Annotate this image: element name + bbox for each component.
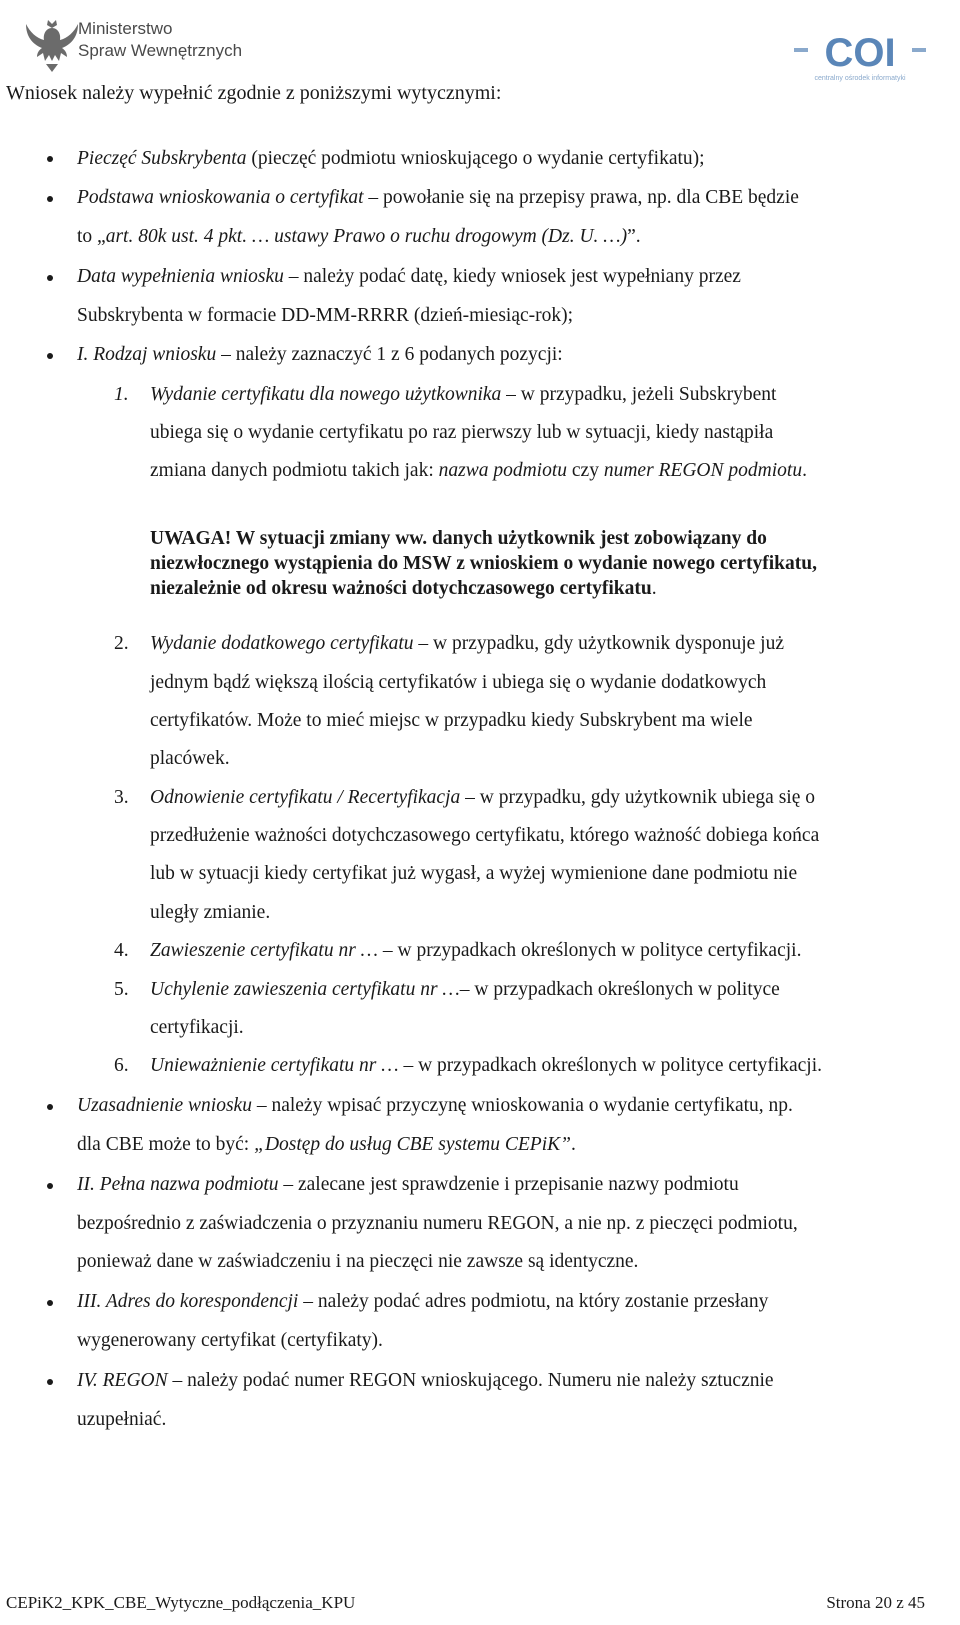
item3-line3: lub w sytuacji kiedy certyfikat już wygasł, a wyżej wymienione dane podmiotu nie (150, 863, 798, 884)
description: – zalecane jest sprawdzenie i przepisanie nazwy podmiotu (278, 1174, 739, 1195)
description: (pieczęć podmiotu wnioskującego o wydanie certyfikatu); (246, 148, 705, 169)
term: Uzasadnienie wniosku (77, 1095, 252, 1116)
footer-page-number: Strona 20 z 45 (826, 1593, 925, 1612)
ministry-line2: Spraw Wewnętrznych (78, 41, 243, 60)
quote-open: to „ (77, 226, 106, 247)
item-number: 2. (114, 633, 129, 654)
coi-logo-subtext: centralny ośrodek informatyki (814, 75, 906, 82)
bullet-pieczec (77, 147, 705, 171)
item1-line1 (150, 383, 776, 407)
text: . (651, 578, 657, 599)
warning-line2: niezwłocznego wystąpienia do MSW z wnioskiem o wydanie nowego certyfikatu, (150, 553, 817, 574)
bullet-point (47, 353, 53, 359)
bullet-nazwa-line1 (77, 1173, 739, 1197)
item5-line2: certyfikacji. (150, 1017, 244, 1038)
term: I. Rodzaj wniosku (77, 344, 217, 365)
term: Wydanie dodatkowego certyfikatu (150, 633, 414, 654)
item1-line2: ubiega się o wydanie certyfikatu po raz pierwszy lub w sytuacji, kiedy nastąpiła (150, 422, 774, 443)
bullet-point (47, 196, 53, 202)
bullet-point (47, 1300, 53, 1306)
description: – należy podać datę, kiedy wniosek jest wypełniany przez (283, 266, 741, 287)
item6-line1 (150, 1054, 822, 1078)
item-number: 3. (114, 787, 129, 808)
bullet-data-line2: Subskrybenta w formacie DD-MM-RRRR (dzień-miesiąc-rok); (77, 305, 574, 326)
bullet-nazwa-line3: ponieważ dane w zaświadczeniu i na pieczęci nie zawsze są identyczne. (77, 1251, 639, 1272)
description: – w przypadkach określonych w polityce (459, 979, 780, 1000)
bullet-regon-line2: uzupełniać. (77, 1409, 167, 1430)
bullet-point (47, 275, 53, 281)
text: . (802, 460, 807, 481)
description: – w przypadkach określonych w polityce certyfikacji. (378, 940, 802, 961)
bullet-nazwa-line2: bezpośrednio z zaświadczenia o przyznaniu numeru REGON, a nie np. z pieczęci podmiotu, (77, 1213, 798, 1234)
text: zmiana danych podmiotu takich jak: (150, 460, 439, 481)
bullet-adres-line2: wygenerowany certyfikat (certyfikaty). (77, 1330, 383, 1351)
item3-line4: uległy zmianie. (150, 902, 271, 923)
bullet-uzasadnienie-line1 (77, 1094, 793, 1118)
item-number: 6. (114, 1055, 129, 1076)
item2-line3: certyfikatów. Może to mieć miejsc w przypadku kiedy Subskrybent ma wiele (150, 710, 753, 731)
description: – należy wpisać przyczynę wnioskowania o wydanie certyfikatu, np. (251, 1095, 793, 1116)
item-number: 1. (114, 384, 129, 405)
term: Odnowienie certyfikatu / Recertyfikacja (150, 787, 461, 808)
description: – w przypadkach określonych w polityce certyfikacji. (398, 1055, 823, 1076)
coi-logo-text: COI (824, 31, 896, 75)
bullet-point (47, 1104, 53, 1110)
legal-reference: art. 80k ust. 4 pkt. … ustawy Prawo o ruchu drogowym (Dz. U. …) (105, 226, 628, 247)
term: Podstawa wnioskowania o certyfikat (77, 187, 364, 208)
warning-line3 (150, 577, 657, 601)
item-number: 4. (114, 940, 129, 961)
term: IV. REGON (77, 1370, 168, 1391)
bullet-regon-line1 (77, 1369, 774, 1393)
text: czy (567, 460, 604, 481)
item5-line1 (150, 978, 780, 1002)
description: – należy zaznaczyć 1 z 6 podanych pozycji: (216, 344, 563, 365)
term: Pieczęć Subskrybenta (77, 148, 247, 169)
term: Uchylenie zawieszenia certyfikatu nr … (150, 979, 460, 1000)
item4-line1 (150, 939, 801, 963)
term: Unieważnienie certyfikatu nr … (150, 1055, 399, 1076)
coi-logo (790, 30, 930, 88)
description: – powołanie się na przepisy prawa, np. dla CBE będzie (363, 187, 799, 208)
bullet-uzasadnienie-line2 (77, 1133, 576, 1157)
term: nazwa podmiotu (438, 460, 568, 481)
item2-line2: jednym bądź większą ilością certyfikatów i ubiega się o wydanie dodatkowych (150, 672, 767, 693)
bullet-podstawa-line1 (77, 186, 799, 210)
term: numer REGON podmiotu (603, 460, 803, 481)
ministry-name (78, 18, 242, 62)
bullet-point (47, 1379, 53, 1385)
bullet-podstawa-line2 (77, 225, 641, 249)
bullet-data-line1 (77, 265, 741, 289)
warning-line1: UWAGA! W sytuacji zmiany ww. danych użytkownik jest zobowiązany do (150, 528, 767, 549)
description: – w przypadku, gdy użytkownik dysponuje już (413, 633, 784, 654)
quote-close: ”. (627, 226, 641, 247)
text: dla CBE może to być: (77, 1134, 255, 1155)
description: – w przypadku, gdy użytkownik ubiega się o (460, 787, 815, 808)
term: III. Adres do korespondencji (77, 1291, 299, 1312)
item2-line4: placówek. (150, 748, 230, 769)
example: „Dostęp do usług CBE systemu CEPiK” (254, 1134, 571, 1155)
warning-text: niezależnie od okresu ważności dotychczasowego certyfikatu (150, 578, 652, 599)
bullet-point (47, 156, 53, 162)
intro-heading: Wniosek należy wypełnić zgodnie z poniższymi wytycznymi: (6, 82, 502, 104)
term: Data wypełnienia wniosku (77, 266, 284, 287)
description: – w przypadku, jeżeli Subskrybent (501, 384, 777, 405)
bullet-point (47, 1183, 53, 1189)
description: – należy podać adres podmiotu, na który zostanie przesłany (298, 1291, 769, 1312)
footer-document-name: CEPiK2_KPK_CBE_Wytyczne_podłączenia_KPU (6, 1593, 356, 1612)
item3-line2: przedłużenie ważności dotychczasowego certyfikatu, którego ważność dobiega końca (150, 825, 820, 846)
term: II. Pełna nazwa podmiotu (77, 1174, 279, 1195)
item-number: 5. (114, 979, 129, 1000)
description: – należy podać numer REGON wnioskującego. Numeru nie należy sztucznie (167, 1370, 774, 1391)
item2-line1 (150, 632, 784, 656)
term: Wydanie certyfikatu dla nowego użytkownika (150, 384, 502, 405)
item1-line3 (150, 459, 807, 483)
ministry-line1: Ministerstwo (78, 19, 173, 38)
bullet-adres-line1 (77, 1290, 768, 1314)
text: . (570, 1134, 576, 1155)
bullet-rodzaj (77, 343, 563, 367)
item3-line1 (150, 786, 815, 810)
term: Zawieszenie certyfikatu nr … (150, 940, 379, 961)
